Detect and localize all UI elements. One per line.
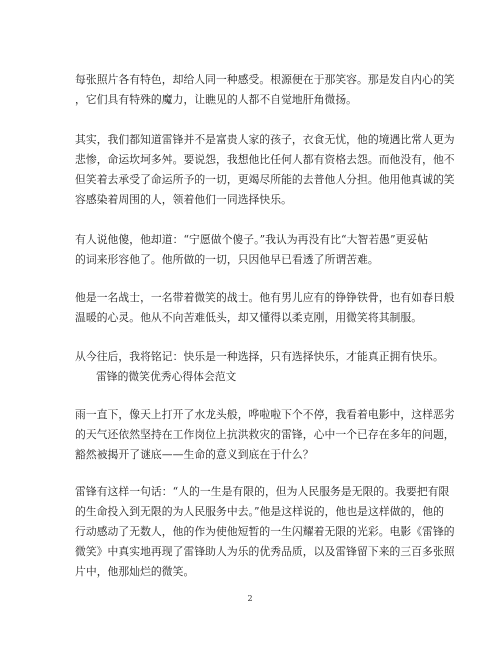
text-line: ，它们具有特殊的魔力，让瞧见的人都不自觉地肝角微扬。: [75, 93, 358, 106]
text-line: 的词来形容他了。他所做的一切，只因他早已看透了所谓苦难。: [75, 253, 379, 266]
text-line: 行动感动了无数人，他的作为使他短暂的一生闪耀着无限的光彩。电影《雷锋的: [75, 525, 455, 538]
paragraph-7: [75, 482, 455, 582]
text-line: 雨一直下，像天上打开了水龙头般，哗啦啦下个不停，我看着电影中，这样恶劣: [75, 408, 455, 421]
text-line: 他是一名战士，一名带着微笑的战士。他有男儿应有的铮铮铁骨，也有如春日般: [75, 291, 455, 304]
paragraph-4: [75, 288, 455, 328]
page-number: 2: [247, 594, 253, 603]
text-line: 雷锋有这样一句话：“人的一生是有限的，但为人民服务是无限的。我要把有限: [75, 485, 450, 498]
text-line: 的生命投入到无限的为人民服务中去。”他是这样说的，他也是这样做的，他的: [75, 505, 444, 518]
paragraph-2: [75, 130, 455, 210]
text-line: 悲惨，命运坎坷多舛。要说怨，我想他比任何人都有资格去怨。而他没有，他不: [75, 153, 455, 166]
text-line: 片中，他那灿烂的微笑。: [75, 565, 195, 578]
text-line: 的天气还依然坚持在工作岗位上抗洪救灾的雷锋，心中一个已存在多年的问题，: [75, 428, 455, 441]
text-line: 其实，我们都知道雷锋并不是富贵人家的孩子，衣食无忧，他的境遇比常人更为: [75, 133, 455, 146]
paragraph-5: [75, 347, 444, 367]
text-line: 豁然被揭开了谜底——生命的意义到底在于什么？: [75, 448, 314, 461]
paragraph-6: [75, 405, 455, 465]
text-line: 但笑着去承受了命运所予的一切，更竭尽所能的去普他人分担。他用他真诚的笑: [75, 173, 455, 186]
section-heading: 雷锋的微笑优秀心得体会范文: [96, 370, 237, 383]
text-line: 容感染着周围的人，领着他们一同选择快乐。: [75, 193, 292, 206]
text-line: 每张照片各有特色，却给人同一种感受。根源便在于那笑容。那是发自内心的笑: [75, 73, 455, 86]
paragraph-1: [75, 70, 455, 110]
text-line: 微笑》中真实地再现了雷锋助人为乐的优秀品质，以及雷锋留下来的三百多张照: [75, 545, 455, 558]
paragraph-3: [75, 230, 429, 270]
text-line: 温暖的心灵。他从不向苦难低头，却又懂得以柔克刚，用微笑将其制服。: [75, 311, 423, 324]
text-line: 从今往后，我将铭记：快乐是一种选择，只有选择快乐，才能真正拥有快乐。: [75, 350, 444, 363]
text-line: 有人说他傻，他却道：“宁愿做个傻子。”我认为再没有比“大智若愚”更妥帖: [75, 233, 429, 246]
